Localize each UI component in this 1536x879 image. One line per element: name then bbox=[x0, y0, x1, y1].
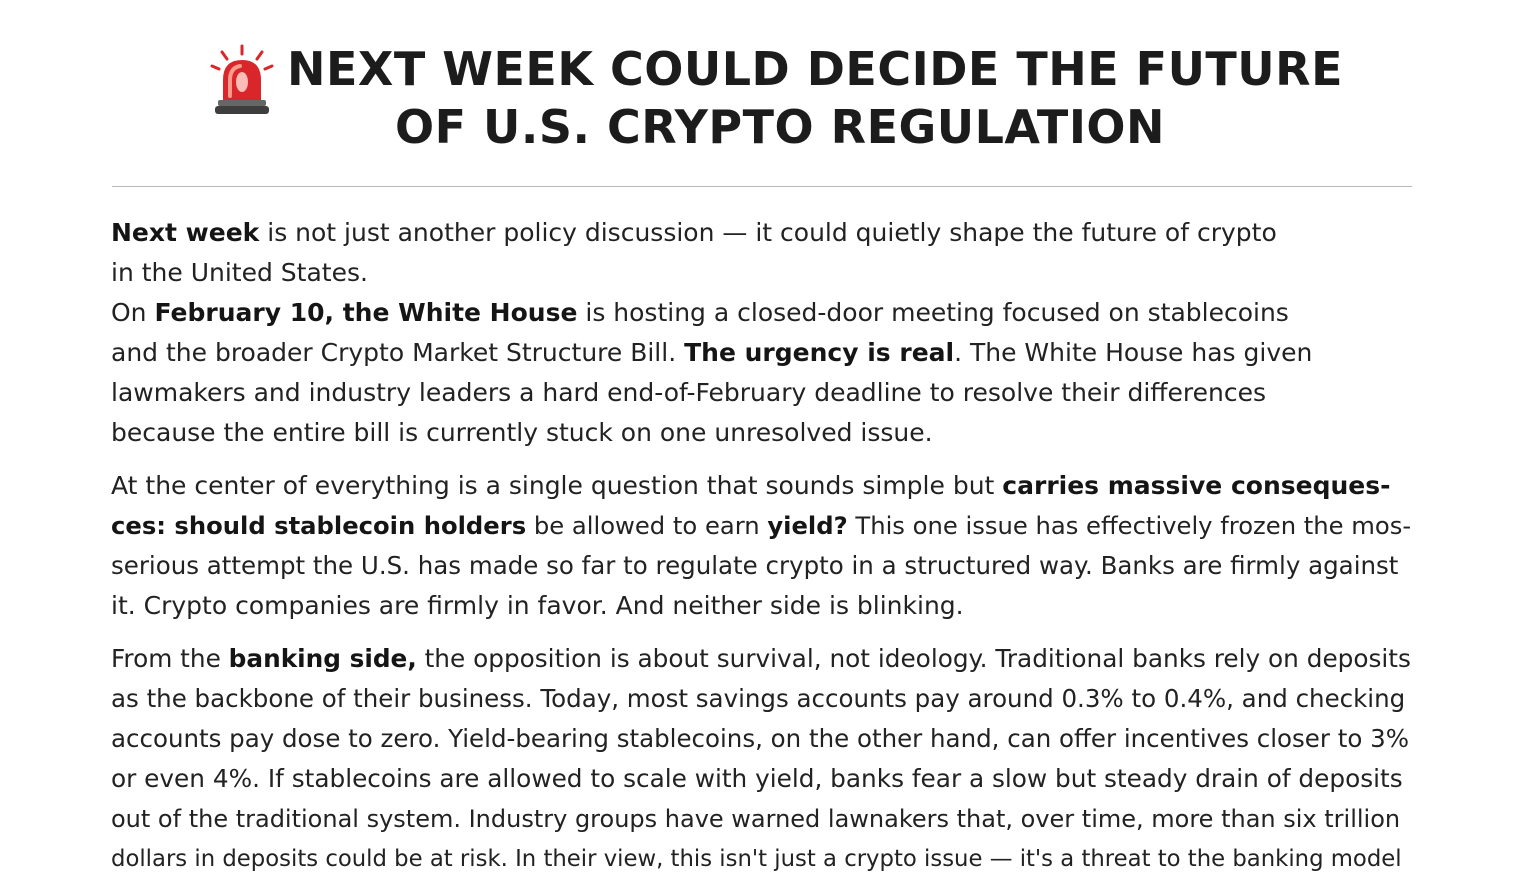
paragraph-banking-side bbox=[111, 639, 1411, 879]
title-line-1: NEXT WEEK COULD DECIDE THE FUTURE bbox=[286, 42, 1343, 96]
text-line: serious attempt the U.S. has made so far to regulate crypto in a structured way. Banks are firmly against bbox=[111, 551, 1399, 580]
text-line bbox=[111, 506, 1411, 546]
police-siren-icon bbox=[210, 44, 274, 116]
text-line: lawmakers and industry leaders a hard end-of-February deadline to resolve their differences bbox=[111, 378, 1266, 407]
title-line-2: OF U.S. CRYPTO REGULATION bbox=[394, 100, 1166, 154]
text-line bbox=[111, 466, 1411, 506]
text-line bbox=[111, 639, 1411, 679]
text-span: From the bbox=[111, 644, 229, 673]
bold-text: carries massive conseques- bbox=[1002, 471, 1391, 500]
paragraph-center-question bbox=[111, 466, 1411, 626]
text-span: is not just another policy discussion — it could quietly shape the future of crypto bbox=[259, 218, 1277, 247]
page-title bbox=[200, 40, 1360, 156]
text-span: At the center of everything is a single question that sounds simple but bbox=[111, 471, 1003, 500]
paragraph-intro bbox=[111, 213, 1411, 293]
text-span: and the broader Crypto Market Structure Bill. bbox=[111, 338, 685, 367]
text-line: because the entire bill is currently stuck on one unresolved issue. bbox=[111, 418, 933, 447]
headline bbox=[200, 40, 1360, 156]
text-span: . The White House has given bbox=[954, 338, 1313, 367]
text-span: This one issue has effectively frozen the mos- bbox=[847, 511, 1412, 540]
text-line bbox=[111, 213, 1411, 253]
bold-text: yield? bbox=[767, 511, 848, 540]
text-line: or even 4%. If stablecoins are allowed to scale with yield, banks fear a slow but steady drain of deposits bbox=[111, 764, 1403, 793]
text-line: it. Crypto companies are firmly in favor. And neither side is blinking. bbox=[111, 591, 964, 620]
bold-text: Next week bbox=[111, 218, 260, 247]
text-line: out of the traditional system. Industry groups have warned lawnakers that, over time, more than six trillion bbox=[111, 805, 1401, 833]
bold-text: ces: should stablecoin holders bbox=[111, 511, 527, 540]
text-line bbox=[111, 293, 1411, 333]
text-span: be allowed to earn bbox=[526, 511, 768, 540]
article-body bbox=[111, 213, 1411, 879]
text-span: the opposition is about survival, not ideology. Traditional banks rely on deposits bbox=[416, 644, 1411, 673]
text-span: On bbox=[111, 298, 155, 327]
bold-text: banking side, bbox=[228, 644, 417, 673]
title-divider bbox=[112, 186, 1412, 187]
bold-text: The urgency is real bbox=[684, 338, 955, 367]
text-line bbox=[111, 333, 1411, 373]
text-line: in the United States. bbox=[111, 258, 368, 287]
text-line: dollars in deposits could be at risk. In their view, this isn't just a crypto issue — it's a threat to the banking model bbox=[111, 846, 1402, 872]
text-line: accounts pay dose to zero. Yield-bearing stablecoins, on the other hand, can offer incentives closer to 3% bbox=[111, 724, 1409, 753]
text-span: is hosting a closed-door meeting focused on stablecoins bbox=[577, 298, 1289, 327]
text-line: as the backbone of their business. Today, most savings accounts pay around 0.3% to 0.4%, and checking bbox=[111, 684, 1406, 713]
paragraph-white-house bbox=[111, 293, 1411, 453]
bold-text: February 10, the White House bbox=[154, 298, 578, 327]
